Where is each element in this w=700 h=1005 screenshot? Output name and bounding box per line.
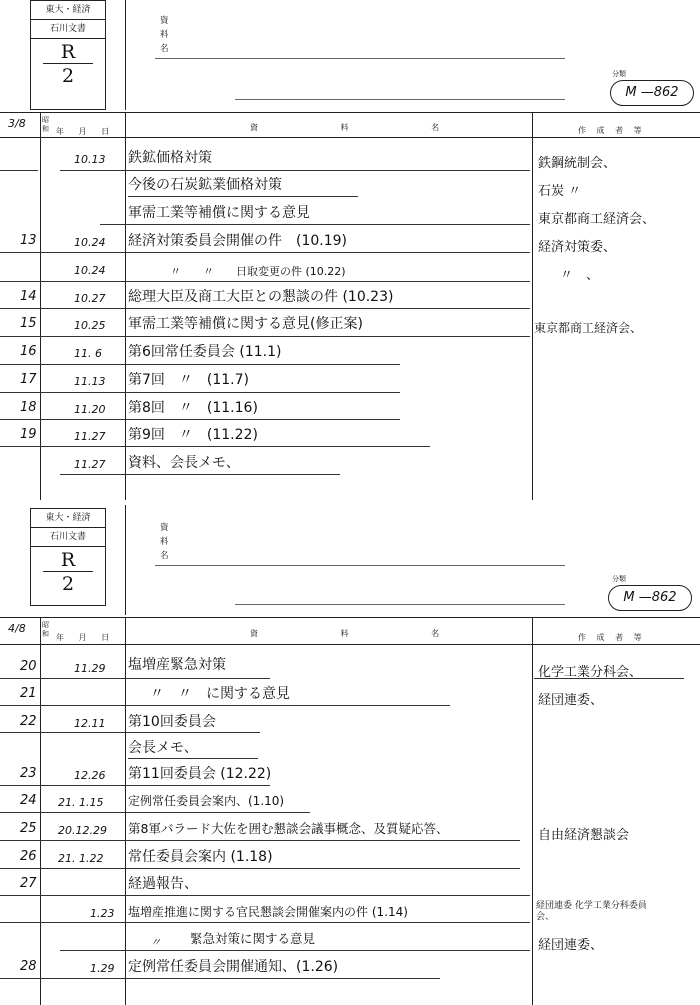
row-author: 東京都商工経済会、: [538, 212, 656, 227]
stamp-line-1: 東大・経済: [31, 509, 105, 528]
row-title: 第6回常任委員会 (11.1): [128, 344, 282, 360]
stamp-line-3: R: [60, 549, 76, 571]
row-num: 18: [20, 400, 37, 415]
row-author: 石炭 〃: [538, 184, 582, 199]
row-title: 塩増産推進に関する官民懇談会開催案内の件 (1.14): [128, 905, 408, 919]
row-author: 経済対策委、: [538, 240, 617, 255]
row-num: 24: [20, 793, 37, 808]
row-num: 20: [20, 659, 37, 674]
archive-stamp: [30, 0, 106, 110]
row-date: 10.24: [74, 236, 106, 249]
row-num: 17: [20, 372, 37, 387]
label-shiryo: 資: [160, 523, 169, 533]
row-title: 総理大臣及商工大臣との懇談の件 (10.23): [128, 289, 394, 305]
archive-stamp: [30, 508, 106, 606]
row-title: 第8回 〃 (11.16): [128, 400, 258, 416]
row-date: 1.23: [90, 907, 115, 920]
row-date: 21. 1.15: [58, 796, 104, 809]
header-showa: 昭和: [42, 621, 50, 638]
header-author: 作 成 者 等: [578, 126, 646, 135]
row-date: 20.12.29: [58, 824, 107, 837]
label-ryo: 料: [160, 30, 169, 40]
header-showa: 昭和: [42, 116, 50, 133]
header-date: 年 月 日: [56, 633, 116, 642]
row-author: 〃 、: [560, 268, 600, 283]
row-date: 10.13: [74, 153, 106, 166]
row-title: 第7回 〃 (11.7): [128, 372, 250, 388]
row-title: 第8軍バラード大佐を囲む懇談会議事概念、及質疑応答、: [128, 821, 449, 836]
row-date: 11.29: [74, 662, 106, 675]
row-title: 定例常任委員会開催通知、(1.26): [128, 959, 339, 975]
row-date: 12.11: [74, 717, 106, 730]
row-date: 10.27: [74, 292, 106, 305]
row-author: 鉄鋼統制会、: [538, 156, 617, 171]
row-date: 10.25: [74, 319, 106, 332]
stamp-line-2: 石川文書: [31, 528, 105, 547]
row-author: 東京都商工経済会、: [534, 321, 643, 335]
row-title: 第10回委員会: [128, 714, 216, 730]
row-title: 第11回委員会 (12.22): [128, 766, 272, 782]
header-author: 作 成 者 等: [578, 633, 646, 642]
row-num: 19: [20, 427, 37, 442]
stamp-line-1: 東大・経済: [31, 1, 105, 20]
classification-label: 分類: [612, 70, 626, 78]
row-title: 定例常任委員会案内、(1.10): [128, 794, 285, 808]
row-author: 自由経済懇談会: [538, 828, 630, 843]
row-date: 1.29: [90, 962, 115, 975]
classification-number: M —862: [608, 585, 692, 611]
row-title: 会長メモ、: [128, 740, 198, 756]
page-mark: 4/8: [8, 622, 26, 635]
stamp-line-3: R: [60, 41, 76, 63]
row-date: 10.24: [74, 264, 106, 277]
row-num: 25: [20, 821, 37, 836]
classification-number: M —862: [610, 80, 694, 106]
row-title: 塩増産緊急対策: [128, 657, 226, 673]
row-date: 11.13: [74, 375, 106, 388]
label-shiryo: 資: [160, 16, 169, 26]
header-title: 資 料 名: [250, 123, 480, 132]
row-num: 14: [20, 289, 37, 304]
row-title: 緊急対策に関する意見: [190, 931, 316, 946]
row-title: 〃 〃 に関する意見: [150, 686, 290, 702]
row-num: 27: [20, 876, 37, 891]
row-title: 資料、会長メモ、: [128, 455, 240, 471]
row-num: 28: [20, 959, 37, 974]
row-num: 22: [20, 714, 37, 729]
row-title: 軍需工業等補償に関する意見: [128, 205, 310, 221]
row-num: 26: [20, 849, 37, 864]
row-num: 21: [20, 686, 37, 701]
row-num: 15: [20, 316, 37, 331]
row-author: 化学工業分科会、: [538, 665, 643, 680]
row-num: 13: [20, 233, 37, 248]
row-title: 経済対策委員会開催の件 (10.19): [128, 233, 348, 249]
row-date: 11.27: [74, 430, 106, 443]
row-title: 常任委員会案内 (1.18): [128, 849, 273, 865]
row-date: 〃: [150, 936, 161, 949]
row-author: 経団連委、: [538, 693, 604, 708]
stamp-line-4: 2: [61, 65, 75, 87]
label-mei: 名: [160, 44, 169, 54]
row-date: 11.20: [74, 403, 106, 416]
row-date: 21. 1.22: [58, 852, 104, 865]
row-author: 経団連委、: [538, 938, 604, 953]
row-title: 第9回 〃 (11.22): [128, 427, 258, 443]
label-ryo: 料: [160, 537, 169, 547]
row-title: 今後の石炭鉱業価格対策: [128, 177, 282, 193]
header-title: 資 料 名: [250, 629, 480, 638]
row-author: 経団連委 化学工業分科委員会、: [536, 901, 647, 922]
classification-label: 分類: [612, 575, 626, 583]
row-date: 11. 6: [74, 347, 102, 360]
row-title: 鉄鉱価格対策: [128, 150, 212, 166]
row-title: 〃 〃 日取変更の件 (10.22): [170, 265, 346, 278]
row-title: 経過報告、: [128, 876, 198, 892]
row-date: 12.26: [74, 769, 106, 782]
header-date: 年 月 日: [56, 127, 116, 136]
row-date: 11.27: [74, 458, 106, 471]
label-mei: 名: [160, 551, 169, 561]
stamp-line-2: 石川文書: [31, 20, 105, 39]
stamp-line-4: 2: [61, 573, 75, 595]
row-num: 16: [20, 344, 37, 359]
row-num: 23: [20, 766, 37, 781]
row-title: 軍需工業等補償に関する意見(修正案): [128, 316, 363, 332]
page-mark: 3/8: [8, 117, 26, 130]
